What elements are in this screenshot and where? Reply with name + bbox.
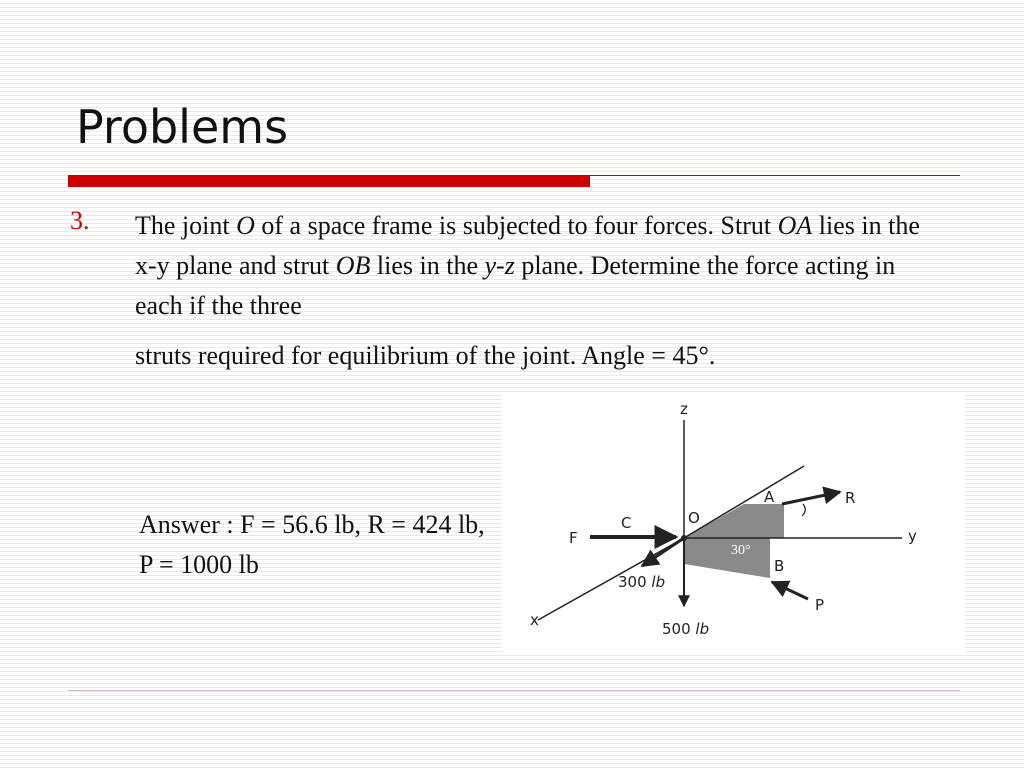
label-300-unit: lb xyxy=(651,573,666,591)
label-o: O xyxy=(688,509,700,527)
problem-text-4: lies in the xyxy=(370,251,485,280)
answer-text: Answer : F = 56.6 lb, R = 424 lb, P = 1000 lb xyxy=(139,510,485,579)
yz-plane-label: y-z xyxy=(484,251,515,280)
label-500-unit: lb xyxy=(695,620,710,638)
label-x: x xyxy=(530,611,539,629)
strut-ob-label: OB xyxy=(335,251,371,280)
problem-text-1: The joint xyxy=(135,211,237,240)
label-f: F xyxy=(569,529,578,547)
space-frame-figure xyxy=(502,392,965,654)
problem-statement xyxy=(135,206,925,376)
joint-o xyxy=(681,535,687,541)
problem-number: 3. xyxy=(70,206,90,235)
strut-oa-label: OA xyxy=(777,211,813,240)
label-300-lb xyxy=(618,573,665,591)
label-p: P xyxy=(815,596,825,614)
label-z: z xyxy=(680,400,688,418)
joint-o-label: O xyxy=(236,211,255,240)
title-underline-accent xyxy=(68,175,590,187)
label-c: C xyxy=(621,514,632,532)
label-a: A xyxy=(764,488,775,506)
label-500-value: 500 xyxy=(662,620,691,638)
label-500-lb xyxy=(662,620,709,638)
footer-rule xyxy=(68,690,960,691)
slide-title: Problems xyxy=(76,100,289,154)
label-b: B xyxy=(774,557,785,575)
label-300-value: 300 xyxy=(618,573,647,591)
problem-text-5: plane. Determine the force acting in each if the three xyxy=(135,251,896,320)
space-frame-diagram xyxy=(502,392,965,654)
problem-text-3: lies in the x-y plane and strut xyxy=(135,211,920,280)
problem-text-2: of a space frame is subjected to four forces. Strut xyxy=(254,211,778,240)
label-r: R xyxy=(845,489,856,507)
label-y: y xyxy=(908,527,917,545)
label-angle: 30° xyxy=(731,543,751,558)
problem-text-6: struts required for equilibrium of the joint. Angle = 45°. xyxy=(135,341,716,370)
title-underline-thin xyxy=(590,175,960,176)
